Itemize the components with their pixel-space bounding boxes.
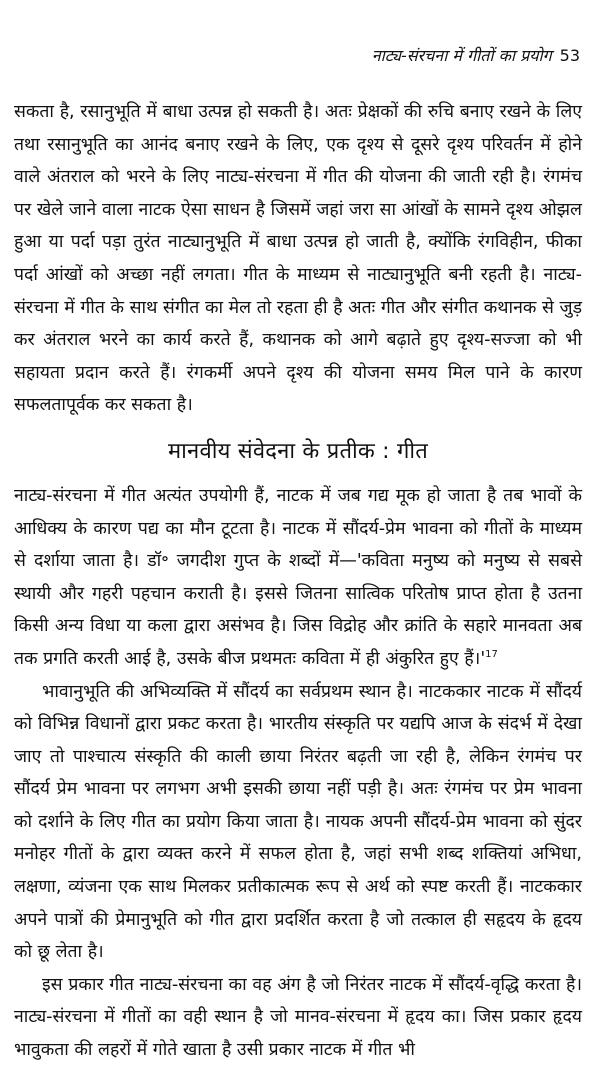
page-number: 53 [559, 46, 580, 65]
paragraph-2-text: नाट्य-संरचना में गीत अत्यंत उपयोगी हैं, नाटक में जब गद्य मूक हो जाता है तब भावों के आधिक्य के कारण पद्य का मौन टूटता है। नाटक में सौंदर्य-प्रेम भावना को गीतों के माध्यम से दर्शाया जाता है। डॉ॰ जगदीश गुप्त के शब्दों में—'कविता मनुष्य को मनुष्य से सबसे स्थायी और गहरी पहचान कराती है। इससे जितना सात्विक परितोष प्राप्त होता है उतना किसी अन्य विधा या कला द्वारा असंभव है। जिस विद्रोह और क्रांति के सहारे मानवता अब तक प्रगति करती आई है, उसके बीज प्रथमतः कविता में ही अंकुरित हुए हैं।' [14, 485, 582, 669]
running-title: नाट्य-संरचना में गीतों का प्रयोग [371, 46, 552, 65]
section-heading: मानवीय संवेदना के प्रतीक : गीत [168, 438, 428, 464]
paragraph-2 [14, 480, 582, 676]
running-header [372, 44, 580, 66]
paragraph-1: सकता है, रसानुभूति में बाधा उत्पन्न हो सकती है। अतः प्रेक्षकों की रुचि बनाए रखने के लिए तथा रसानुभूति का आनंद बनाए रखने के लिए, एक दृश्य से दूसरे दृश्य परिवर्तन में होने वाले अंतराल को भरने के लिए नाट्य-संरचना में गीत की योजना की जाती रही है। रंगमंच पर खेले जाने वाला नाटक ऐसा साधन है जिसमें जहां जरा सा आंखों के सामने दृश्य ओझल हुआ या पर्दा पड़ा तुरंत नाट्यानुभूति में बाधा उत्पन्न हो जाती है, क्योंकि रंगविहीन, फीका पर्दा आंखों को अच्छा नहीं लगता। गीत के माध्यम से नाट्यानुभूति बनी रहती है। नाट्य-संरचना में गीत के साथ संगीत का मेल तो रहता ही है अतः गीत और संगीत कथानक से जुड़ कर अंतराल भरने का कार्य करते हैं, कथानक को आगे बढ़ाते हुए दृश्य-सज्जा को भी सहायता प्रदान करते हैं। रंगकर्मी अपने दृश्य की योजना समय मिल पाने के कारण सफलतापूर्वक कर सकता है। [14, 102, 582, 416]
paragraph-3: भावानुभूति की अभिव्यक्ति में सौंदर्य का सर्वप्रथम स्थान है। नाटककार नाटक में सौंदर्य को विभिन्न विधानों द्वारा प्रकट करता है। भारतीय संस्कृति पर यद्यपि आज के संदर्भ में देखा जाए तो पाश्चात्य संस्कृति की काली छाया निरंतर बढ़ती जा रही है, लेकिन रंगमंच पर सौंदर्य प्रेम भावना पर लगभग अभी इसकी छाया नहीं पड़ी है। अतः रंगमंच पर प्रेम भावना को दर्शाने के लिए गीत का प्रयोग किया जाता है। नायक अपनी सौंदर्य-प्रेम भावना को सुंदर मनोहर गीतों के द्वारा व्यक्त करने में सफल होता है, जहां सभी शब्द शक्तियां अभिधा, लक्षणा, व्यंजना एक साथ मिलकर प्रतीकात्मक रूप से अर्थ को स्पष्ट करती हैं। नाटककार अपने पात्रों की प्रेमानुभूति को गीत द्वारा प्रदर्शित करता है जो तत्काल ही सहृदय के हृदय को छू लेता है। [14, 681, 582, 963]
footnote-ref: 17 [485, 649, 498, 661]
body-text [14, 96, 582, 1067]
paragraph-4: इस प्रकार गीत नाट्य-संरचना का वह अंग है जो निरंतर नाटक में सौंदर्य-वृद्धि करता है। नाट्य-संरचना में गीतों का वही स्थान है जो मानव-संरचना में हृदय का। जिस प्रकार हृदय भावुकता की लहरों में गोते खाता है उसी प्रकार नाटक में गीत भी [14, 974, 582, 1061]
